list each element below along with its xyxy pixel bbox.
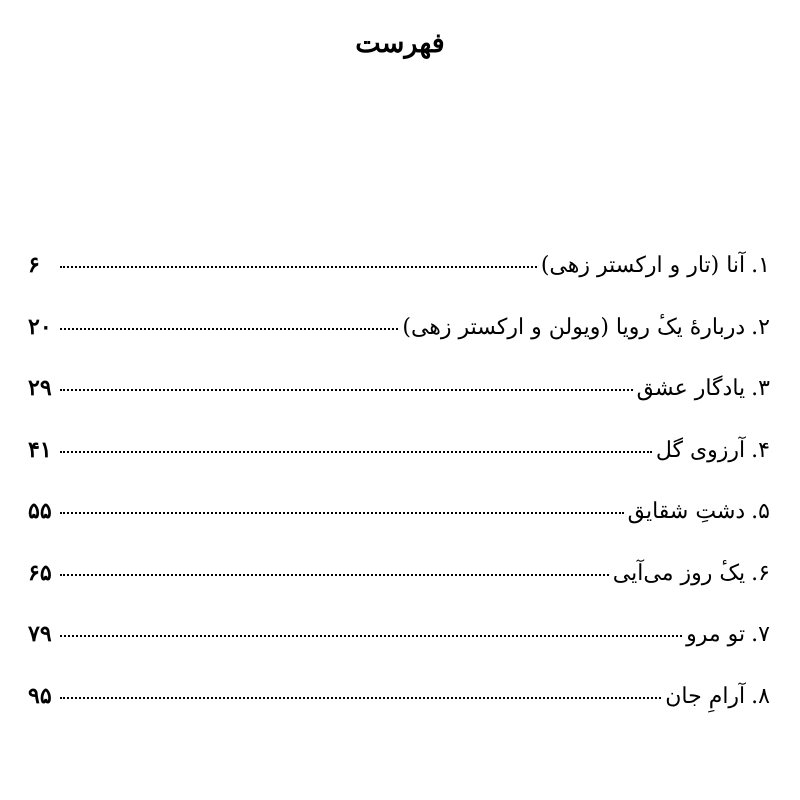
dot-leader (60, 266, 537, 268)
dot-leader (60, 574, 609, 576)
entry-number: ۵. (751, 499, 770, 524)
dot-leader (60, 389, 633, 391)
entry-title: یادگار عشق (636, 376, 746, 401)
entry-number: ۷. (751, 622, 770, 647)
table-of-contents (28, 240, 770, 732)
dot-leader (60, 512, 624, 514)
toc-entry (28, 240, 770, 302)
entry-page-number: ۶۵ (28, 559, 52, 586)
toc-entry (28, 671, 770, 733)
toc-entry (28, 486, 770, 548)
entry-number: ۴. (751, 437, 770, 463)
entry-title: یکٔ روز می‌آیی (612, 560, 746, 586)
toc-entry (28, 363, 770, 425)
toc-entry (28, 609, 770, 671)
entry-number: ۶. (751, 560, 770, 586)
toc-entry (28, 302, 770, 364)
entry-page-number: ۶ (28, 252, 40, 278)
entry-page-number: ۲۰ (28, 313, 52, 340)
entry-title: دربارهٔ یکٔ رویا (ویولن و ارکستر زهی) (402, 314, 746, 340)
toc-entry (28, 425, 770, 487)
entry-title: تو مرو (686, 622, 746, 647)
dot-leader (60, 697, 661, 699)
toc-entry (28, 548, 770, 610)
entry-title: آنا (تار و ارکستر زهی) (540, 253, 746, 278)
entry-page-number: ۷۹ (28, 621, 52, 647)
entry-title: دشتِ شقایق (627, 499, 746, 524)
entry-number: ۱. (751, 253, 770, 278)
page-title: فهرست (355, 28, 445, 59)
entry-page-number: ۲۹ (28, 375, 52, 401)
dot-leader (60, 635, 682, 637)
entry-number: ۲. (751, 314, 770, 340)
entry-title: آرامِ جان (665, 683, 746, 709)
entry-page-number: ۹۵ (28, 682, 52, 709)
dot-leader (60, 451, 652, 453)
entry-number: ۸. (751, 683, 770, 709)
entry-number: ۳. (751, 376, 770, 401)
entry-page-number: ۴۱ (28, 436, 52, 463)
entry-title: آرزوی گل (655, 437, 746, 463)
entry-page-number: ۵۵ (28, 498, 52, 524)
dot-leader (60, 328, 398, 330)
